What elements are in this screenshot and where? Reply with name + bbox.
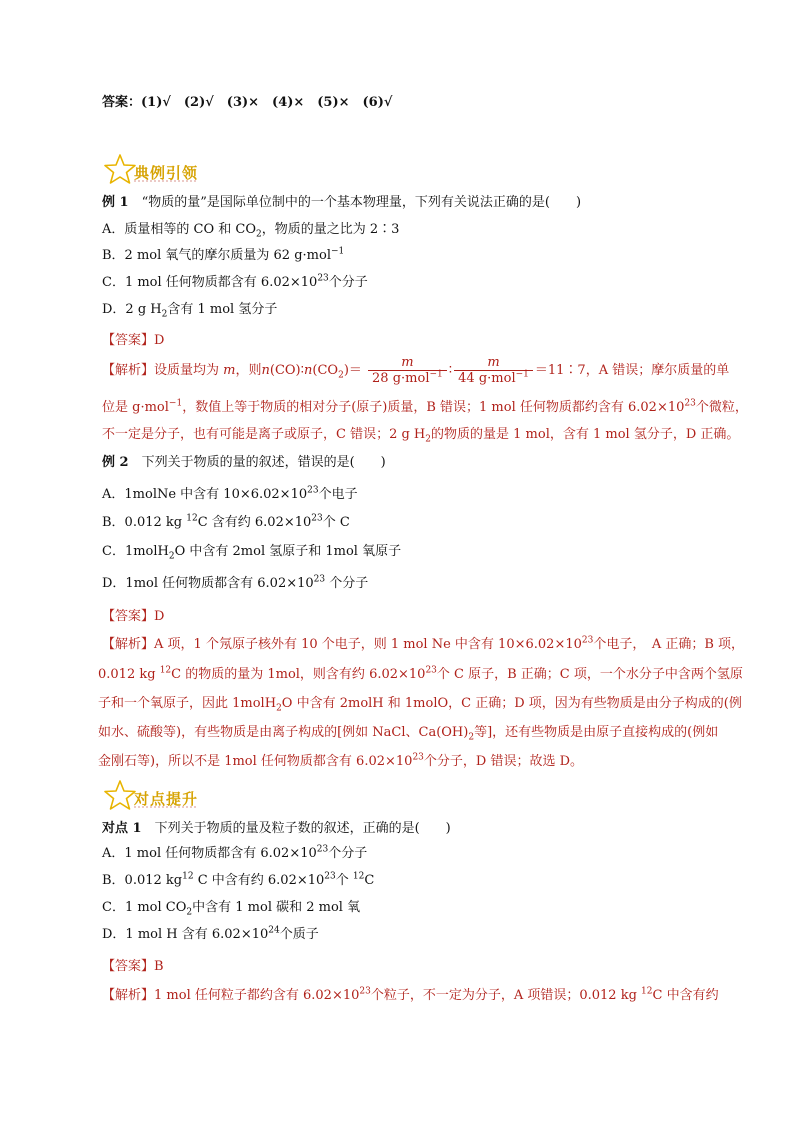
option-d: D．1mol 任何物质都含有 $6.02\times 10^{23}$ 个分子 (102, 574, 369, 591)
solution-line-2: 0.012 kg $^{12}$C 的物质的量为 1mol，则含有约 $6.02\times 10^{23}$个 C 原子，B 正确；C 项，一个水分子中含两个氢原 (98, 665, 743, 682)
section-header-practice (104, 778, 198, 812)
option-a: A．1 mol 任何物质都含有 $6.02\times 10^{23}$个分子 (102, 844, 368, 861)
solution-line-2: 位是 g·mol$^{-1}$，数值上等于物质的相对分子(原子)质量，B 错误；1 mol 任何物质都约含有 $6.02\times 10^{23}$个微粒， (102, 398, 748, 415)
solution-line-3: 子和一个氧原子，因此 1molH$_2$O 中含有 2molH 和 1molO，C 正确；D 项，因为有些物质是由分子构成的(例 (98, 696, 742, 714)
practice-1-question: 对点 1 下列关于物质的量及粒子数的叙述，正确的是( ) (102, 821, 451, 836)
top-answer-line (102, 94, 392, 112)
section-title: 典例引领 (134, 163, 199, 182)
option-b: B．2 mol 氧气的摩尔质量为 62 g·mol$^{-1}$ (102, 246, 345, 263)
solution-line-1: 【解析】设质量均为 m，则$n(CO)∶n(CO_2)=$ $\frac{m}{28 g\cdot mol^{-1}}$ ∶ $\frac{m}{44 g\cdot mol^{-1}}$ ＝11∶7，A 错误；摩尔质量的单 (102, 354, 730, 386)
solution-line-4: 如水、硫酸等)，有些物质是由离子构成的[例如 NaCl、$Ca(OH)_2$等]，还有些物质是由原子直接构成的(例如 (98, 725, 719, 743)
example-label: 例 1 (102, 195, 129, 210)
option-c: C．1 mol $CO_2$中含有 1 mol 碳和 2 mol 氧 (102, 900, 361, 918)
practice-label: 对点 1 (102, 821, 142, 836)
star-icon (104, 153, 136, 185)
example-label: 例 2 (102, 455, 129, 470)
option-b: B．0.012 kg $^{12}$C 含有约 $6.02\times 10^{23}$个 C (102, 513, 350, 530)
answer-line: 【答案】D (102, 333, 165, 348)
section-title: 对点提升 (134, 789, 199, 808)
solution-line-5: 金刚石等)，所以不是 1mol 任何物质都含有 $6.02\times 10^{23}$个分子，D 错误；故选 D。 (98, 752, 584, 769)
answer-line: 【答案】B (102, 959, 164, 974)
example-2-question: 例 2 下列关于物质的量的叙述，错误的是( ) (102, 455, 386, 470)
solution-line-3: 不一定是分子，也有可能是离子或原子，C 错误；2 g $H_2$的物质的量是 1 mol，含有 1 mol 氢分子，D 正确。 (102, 427, 740, 445)
section-header-examples (104, 152, 198, 186)
answer-values: (1)√ (2)√ (3)× (4)× (5)× (6)√ (141, 95, 393, 110)
fraction: $\frac{m}{44 g\cdot mol^{-1}}$ (454, 356, 533, 386)
fraction: $\frac{m}{28 g\cdot mol^{-1}}$ (368, 356, 447, 386)
answer-label: 答案： (102, 95, 142, 110)
example-1-question: 例 1 “物质的量”是国际单位制中的一个基本物理量，下列有关说法正确的是( ) (102, 195, 582, 210)
option-c: C．1molH$_2$O 中含有 2mol 氢原子和 1mol 氧原子 (102, 544, 402, 562)
option-d: D．1 mol H 含有 $6.02\times 10^{24}$个质子 (102, 925, 319, 942)
option-d: D．2 g $H_2$含有 1 mol 氢分子 (102, 302, 278, 320)
solution-line-1: 【解析】A 项，1 个氖原子核外有 10 个电子，则 1 mol Ne 中含有 $10\times 6.02\times 10^{23}$个电子， A 正确；B 项， (102, 635, 745, 652)
option-c: C．1 mol 任何物质都含有 $6.02\times 10^{23}$个分子 (102, 273, 368, 290)
star-icon (104, 779, 136, 811)
option-b: B．0.012 $kg^{12}$ C 中含有约 $6.02\times 10^{23}$个 $^{12}$C (102, 871, 375, 888)
option-a: A．1molNe 中含有 $10\times 6.02\times 10^{23}$个电子 (102, 485, 358, 502)
solution-line-1: 【解析】1 mol 任何粒子都约含有 $6.02\times 10^{23}$个粒子，不一定为分子，A 项错误；0.012 kg $^{12}$C 中含有约 (102, 986, 719, 1003)
answer-line: 【答案】D (102, 609, 165, 624)
option-a: A．质量相等的 CO 和 $CO_2$，物质的量之比为 2∶3 (102, 222, 400, 240)
